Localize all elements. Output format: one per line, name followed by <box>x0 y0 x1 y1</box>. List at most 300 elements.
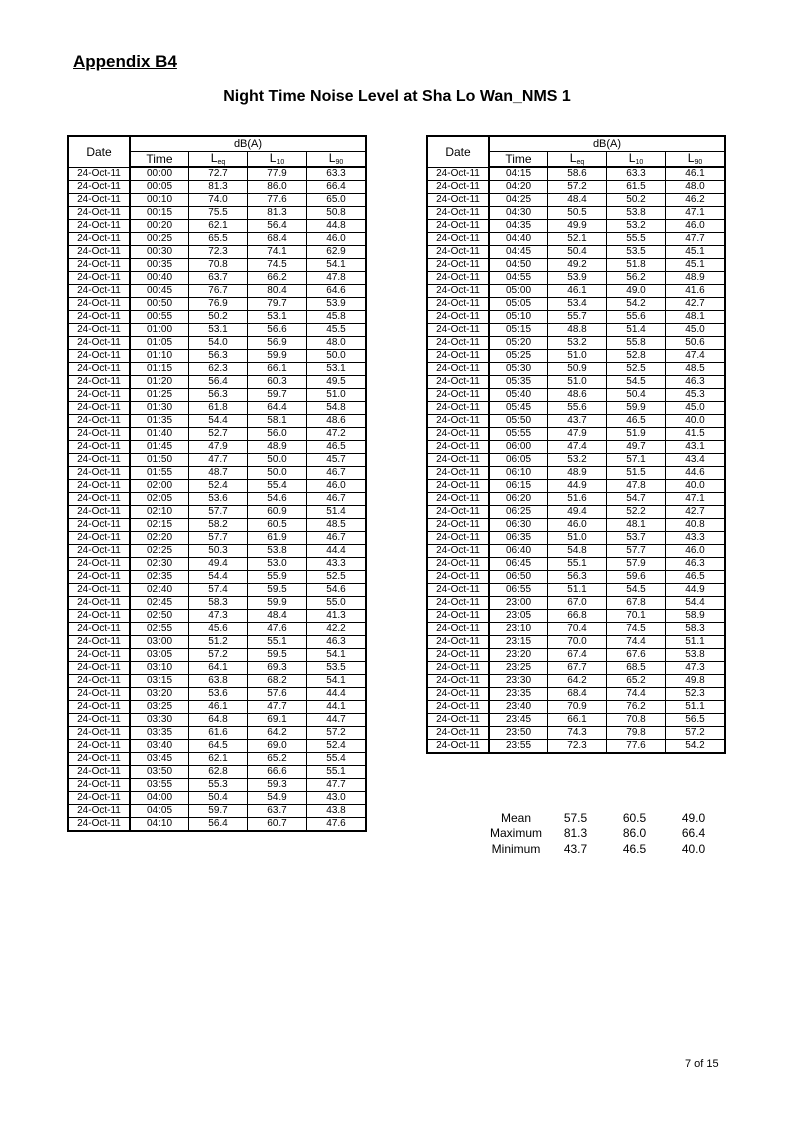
date-cell: 24-Oct-11 <box>427 389 489 402</box>
table-row <box>68 259 366 272</box>
table-row <box>427 714 725 727</box>
l10-cell: 51.8 <box>607 259 666 272</box>
leq-cell: 50.5 <box>548 207 607 220</box>
date-cell: 24-Oct-11 <box>68 597 130 610</box>
l10-cell: 60.7 <box>248 818 307 832</box>
leq-cell: 50.4 <box>548 246 607 259</box>
date-cell: 24-Oct-11 <box>427 167 489 181</box>
table-row <box>68 558 366 571</box>
date-cell: 24-Oct-11 <box>68 207 130 220</box>
l10-cell: 60.9 <box>248 506 307 519</box>
table-row <box>427 181 725 194</box>
leq-cell: 49.9 <box>548 220 607 233</box>
l90-cell: 54.1 <box>307 649 367 662</box>
l90-cell: 57.2 <box>307 727 367 740</box>
date-cell: 24-Oct-11 <box>68 727 130 740</box>
leq-cell: 70.4 <box>548 623 607 636</box>
date-cell: 24-Oct-11 <box>68 571 130 584</box>
table-row <box>68 233 366 246</box>
l90-cell: 54.1 <box>307 259 367 272</box>
date-cell: 24-Oct-11 <box>68 649 130 662</box>
leq-cell: 55.1 <box>548 558 607 571</box>
date-cell: 24-Oct-11 <box>427 701 489 714</box>
l90-cell: 44.6 <box>666 467 726 480</box>
l90-cell: 53.1 <box>307 363 367 376</box>
time-cell: 05:00 <box>489 285 548 298</box>
date-cell: 24-Oct-11 <box>68 363 130 376</box>
leq-cell: 67.0 <box>548 597 607 610</box>
leq-cell: 56.4 <box>189 818 248 832</box>
time-cell: 01:50 <box>130 454 189 467</box>
date-cell: 24-Oct-11 <box>68 285 130 298</box>
date-cell: 24-Oct-11 <box>427 532 489 545</box>
time-cell: 02:30 <box>130 558 189 571</box>
date-cell: 24-Oct-11 <box>427 467 489 480</box>
time-cell: 23:10 <box>489 623 548 636</box>
l90-cell: 65.0 <box>307 194 367 207</box>
time-cell: 06:05 <box>489 454 548 467</box>
time-cell: 02:35 <box>130 571 189 584</box>
table-row <box>68 181 366 194</box>
l10-cell: 81.3 <box>248 207 307 220</box>
left-table-body <box>68 167 366 831</box>
l90-cell: 55.0 <box>307 597 367 610</box>
leq-cell: 55.7 <box>548 311 607 324</box>
date-cell: 24-Oct-11 <box>427 220 489 233</box>
table-row <box>68 584 366 597</box>
date-cell: 24-Oct-11 <box>427 207 489 220</box>
summary-label: Mean <box>500 810 532 825</box>
table-row <box>427 623 725 636</box>
l10-cell: 65.2 <box>248 753 307 766</box>
time-cell: 06:25 <box>489 506 548 519</box>
l90-cell: 57.2 <box>666 727 726 740</box>
table-row <box>68 792 366 805</box>
l90-cell: 54.4 <box>666 597 726 610</box>
noise-table-right <box>426 135 726 754</box>
time-cell: 23:20 <box>489 649 548 662</box>
table-row <box>68 662 366 675</box>
l90-cell: 51.0 <box>307 389 367 402</box>
leq-cell: 68.4 <box>548 688 607 701</box>
l10-cell: 50.2 <box>607 194 666 207</box>
l90-cell: 51.4 <box>307 506 367 519</box>
table-row <box>427 467 725 480</box>
time-cell: 04:05 <box>130 805 189 818</box>
time-cell: 03:05 <box>130 649 189 662</box>
l90-cell: 58.9 <box>666 610 726 623</box>
table-row <box>68 532 366 545</box>
date-cell: 24-Oct-11 <box>68 753 130 766</box>
time-cell: 23:35 <box>489 688 548 701</box>
date-cell: 24-Oct-11 <box>427 246 489 259</box>
time-cell: 00:15 <box>130 207 189 220</box>
table-row <box>68 428 366 441</box>
table-row <box>427 376 725 389</box>
date-cell: 24-Oct-11 <box>427 636 489 649</box>
table-row <box>427 649 725 662</box>
l10-cell: 66.2 <box>248 272 307 285</box>
l90-cell: 66.4 <box>307 181 367 194</box>
l90-cell: 46.3 <box>666 558 726 571</box>
l90-cell: 44.8 <box>307 220 367 233</box>
l90-cell: 47.1 <box>666 493 726 506</box>
date-cell: 24-Oct-11 <box>427 428 489 441</box>
date-cell: 24-Oct-11 <box>68 233 130 246</box>
noise-table-left <box>67 135 367 832</box>
time-cell: 05:40 <box>489 389 548 402</box>
l10-cell: 67.6 <box>607 649 666 662</box>
l90-cell: 42.7 <box>666 506 726 519</box>
leq-cell: 57.7 <box>189 532 248 545</box>
l90-cell: 46.2 <box>666 194 726 207</box>
l90-header: $L_{90}$ <box>666 152 726 168</box>
l10-cell: 55.5 <box>607 233 666 246</box>
date-cell: 24-Oct-11 <box>427 181 489 194</box>
time-cell: 06:40 <box>489 545 548 558</box>
l10-header: $L_{10}$ <box>248 152 307 168</box>
l10-cell: 53.8 <box>248 545 307 558</box>
table-row <box>427 167 725 181</box>
leq-header: $L_{eq}$ <box>189 152 248 168</box>
time-cell: 04:30 <box>489 207 548 220</box>
l10-cell: 70.1 <box>607 610 666 623</box>
leq-cell: 54.0 <box>189 337 248 350</box>
time-cell: 04:40 <box>489 233 548 246</box>
table-row <box>427 194 725 207</box>
l10-cell: 69.0 <box>248 740 307 753</box>
l10-cell: 53.1 <box>248 311 307 324</box>
table-row <box>427 636 725 649</box>
time-cell: 04:45 <box>489 246 548 259</box>
date-cell: 24-Oct-11 <box>427 519 489 532</box>
l90-cell: 48.1 <box>666 311 726 324</box>
date-cell: 24-Oct-11 <box>427 402 489 415</box>
time-cell: 00:45 <box>130 285 189 298</box>
time-cell: 06:00 <box>489 441 548 454</box>
l90-cell: 44.4 <box>307 688 367 701</box>
l10-cell: 56.2 <box>607 272 666 285</box>
l10-cell: 67.8 <box>607 597 666 610</box>
l90-cell: 44.1 <box>307 701 367 714</box>
l10-cell: 51.4 <box>607 324 666 337</box>
l90-cell: 46.1 <box>666 167 726 181</box>
time-cell: 05:25 <box>489 350 548 363</box>
l90-cell: 55.4 <box>307 753 367 766</box>
table-row <box>68 272 366 285</box>
l10-cell: 59.9 <box>607 402 666 415</box>
l10-cell: 68.5 <box>607 662 666 675</box>
l90-cell: 47.1 <box>666 207 726 220</box>
leq-cell: 53.1 <box>189 324 248 337</box>
l10-cell: 54.7 <box>607 493 666 506</box>
table-row <box>68 636 366 649</box>
time-cell: 03:35 <box>130 727 189 740</box>
time-cell: 23:50 <box>489 727 548 740</box>
l10-cell: 56.0 <box>248 428 307 441</box>
l90-cell: 44.7 <box>307 714 367 727</box>
table-row <box>68 350 366 363</box>
time-cell: 23:15 <box>489 636 548 649</box>
time-cell: 02:55 <box>130 623 189 636</box>
time-cell: 04:50 <box>489 259 548 272</box>
summary-leq: 43.7 <box>563 841 588 856</box>
table-row <box>68 298 366 311</box>
table-row <box>427 519 725 532</box>
l10-cell: 48.9 <box>248 441 307 454</box>
date-cell: 24-Oct-11 <box>427 688 489 701</box>
leq-cell: 62.8 <box>189 766 248 779</box>
l10-cell: 55.9 <box>248 571 307 584</box>
leq-cell: 70.8 <box>189 259 248 272</box>
l90-cell: 46.3 <box>666 376 726 389</box>
table-row <box>427 415 725 428</box>
date-cell: 24-Oct-11 <box>68 766 130 779</box>
summary-label: Maximum <box>489 826 542 841</box>
leq-cell: 54.8 <box>548 545 607 558</box>
time-cell: 01:20 <box>130 376 189 389</box>
l10-cell: 68.4 <box>248 233 307 246</box>
l90-cell: 51.1 <box>666 636 726 649</box>
table-row <box>68 545 366 558</box>
l10-cell: 54.6 <box>248 493 307 506</box>
page-number: 7 of 15 <box>685 1058 719 1070</box>
l90-cell: 53.8 <box>666 649 726 662</box>
time-cell: 04:00 <box>130 792 189 805</box>
l10-cell: 59.7 <box>248 389 307 402</box>
table-row <box>427 350 725 363</box>
date-cell: 24-Oct-11 <box>68 558 130 571</box>
l90-cell: 52.5 <box>307 571 367 584</box>
leq-cell: 57.2 <box>189 649 248 662</box>
l90-cell: 58.3 <box>666 623 726 636</box>
leq-cell: 50.3 <box>189 545 248 558</box>
l90-cell: 47.6 <box>307 818 367 832</box>
l10-cell: 80.4 <box>248 285 307 298</box>
leq-cell: 74.0 <box>189 194 248 207</box>
table-row <box>68 649 366 662</box>
l10-cell: 77.6 <box>248 194 307 207</box>
date-cell: 24-Oct-11 <box>68 610 130 623</box>
l90-cell: 40.8 <box>666 519 726 532</box>
l10-cell: 65.2 <box>607 675 666 688</box>
time-cell: 03:50 <box>130 766 189 779</box>
date-cell: 24-Oct-11 <box>427 272 489 285</box>
leq-cell: 67.7 <box>548 662 607 675</box>
table-row <box>68 493 366 506</box>
l90-cell: 49.5 <box>307 376 367 389</box>
time-header: Time <box>489 152 548 168</box>
table-row <box>68 688 366 701</box>
date-cell: 24-Oct-11 <box>68 167 130 181</box>
table-row <box>427 584 725 597</box>
time-header: Time <box>130 152 189 168</box>
leq-cell: 51.1 <box>548 584 607 597</box>
date-cell: 24-Oct-11 <box>427 415 489 428</box>
leq-cell: 59.7 <box>189 805 248 818</box>
table-row <box>68 324 366 337</box>
time-cell: 05:10 <box>489 311 548 324</box>
l90-cell: 56.5 <box>666 714 726 727</box>
leq-cell: 48.8 <box>548 324 607 337</box>
l90-cell: 45.5 <box>307 324 367 337</box>
leq-header: $L_{eq}$ <box>548 152 607 168</box>
time-cell: 01:45 <box>130 441 189 454</box>
date-cell: 24-Oct-11 <box>427 311 489 324</box>
table-row <box>427 259 725 272</box>
l90-cell: 53.9 <box>307 298 367 311</box>
leq-cell: 52.7 <box>189 428 248 441</box>
l90-cell: 46.5 <box>307 441 367 454</box>
date-cell: 24-Oct-11 <box>68 441 130 454</box>
table-row <box>427 233 725 246</box>
summary-l90: 40.0 <box>681 841 706 856</box>
leq-cell: 66.8 <box>548 610 607 623</box>
l10-cell: 49.0 <box>607 285 666 298</box>
table-row <box>427 324 725 337</box>
l90-cell: 47.3 <box>666 662 726 675</box>
l90-cell: 43.1 <box>666 441 726 454</box>
leq-cell: 58.2 <box>189 519 248 532</box>
l10-cell: 79.7 <box>248 298 307 311</box>
table-row <box>68 311 366 324</box>
table-row <box>68 337 366 350</box>
l90-cell: 45.0 <box>666 324 726 337</box>
time-cell: 05:55 <box>489 428 548 441</box>
leq-cell: 70.9 <box>548 701 607 714</box>
date-cell: 24-Oct-11 <box>427 298 489 311</box>
time-cell: 02:40 <box>130 584 189 597</box>
l10-cell: 77.9 <box>248 167 307 181</box>
leq-cell: 46.0 <box>548 519 607 532</box>
l10-cell: 63.3 <box>607 167 666 181</box>
right-table-body <box>427 167 725 753</box>
summary-l10: 86.0 <box>622 826 647 841</box>
summary-stats <box>486 810 723 857</box>
table-row <box>427 428 725 441</box>
l10-cell: 54.5 <box>607 376 666 389</box>
l90-cell: 49.8 <box>666 675 726 688</box>
l10-cell: 59.3 <box>248 779 307 792</box>
date-cell: 24-Oct-11 <box>427 623 489 636</box>
table-row <box>427 454 725 467</box>
l90-cell: 52.3 <box>666 688 726 701</box>
l10-cell: 57.6 <box>248 688 307 701</box>
l10-cell: 53.0 <box>248 558 307 571</box>
table-row <box>68 571 366 584</box>
time-cell: 02:05 <box>130 493 189 506</box>
leq-cell: 55.6 <box>548 402 607 415</box>
l10-cell: 53.7 <box>607 532 666 545</box>
leq-cell: 53.4 <box>548 298 607 311</box>
l10-cell: 56.4 <box>248 220 307 233</box>
date-cell: 24-Oct-11 <box>68 376 130 389</box>
table-row <box>427 688 725 701</box>
time-cell: 23:40 <box>489 701 548 714</box>
leq-cell: 48.7 <box>189 467 248 480</box>
l90-cell: 63.3 <box>307 167 367 181</box>
leq-cell: 45.6 <box>189 623 248 636</box>
leq-cell: 56.3 <box>548 571 607 584</box>
l90-cell: 43.3 <box>666 532 726 545</box>
l10-cell: 53.5 <box>607 246 666 259</box>
time-cell: 03:45 <box>130 753 189 766</box>
table-row <box>427 246 725 259</box>
date-cell: 24-Oct-11 <box>68 220 130 233</box>
time-cell: 01:25 <box>130 389 189 402</box>
time-cell: 06:55 <box>489 584 548 597</box>
l10-cell: 64.2 <box>248 727 307 740</box>
summary-l10: 60.5 <box>622 810 647 825</box>
summary-l10: 46.5 <box>622 841 647 856</box>
l90-cell: 43.8 <box>307 805 367 818</box>
time-cell: 01:05 <box>130 337 189 350</box>
table-row <box>427 493 725 506</box>
leq-cell: 44.9 <box>548 480 607 493</box>
l10-cell: 47.6 <box>248 623 307 636</box>
leq-cell: 53.2 <box>548 454 607 467</box>
leq-cell: 58.3 <box>189 597 248 610</box>
leq-cell: 53.9 <box>548 272 607 285</box>
date-cell: 24-Oct-11 <box>427 493 489 506</box>
leq-cell: 61.6 <box>189 727 248 740</box>
l10-cell: 55.1 <box>248 636 307 649</box>
table-row <box>427 441 725 454</box>
l90-cell: 46.3 <box>307 636 367 649</box>
dba-group-header: dB(A) <box>489 136 725 152</box>
l90-cell: 45.7 <box>307 454 367 467</box>
table-row <box>68 246 366 259</box>
date-cell: 24-Oct-11 <box>68 324 130 337</box>
table-row <box>68 779 366 792</box>
l90-cell: 50.0 <box>307 350 367 363</box>
date-cell: 24-Oct-11 <box>68 181 130 194</box>
table-row <box>68 363 366 376</box>
table-row <box>68 285 366 298</box>
leq-cell: 58.6 <box>548 167 607 181</box>
leq-cell: 55.3 <box>189 779 248 792</box>
leq-cell: 62.1 <box>189 220 248 233</box>
time-cell: 23:05 <box>489 610 548 623</box>
l90-cell: 50.8 <box>307 207 367 220</box>
summary-row <box>486 826 723 842</box>
leq-cell: 51.6 <box>548 493 607 506</box>
l90-cell: 48.0 <box>666 181 726 194</box>
l10-cell: 55.4 <box>248 480 307 493</box>
date-cell: 24-Oct-11 <box>427 675 489 688</box>
l90-cell: 53.5 <box>307 662 367 675</box>
time-cell: 01:40 <box>130 428 189 441</box>
date-cell: 24-Oct-11 <box>427 441 489 454</box>
table-row <box>68 597 366 610</box>
table-row <box>68 714 366 727</box>
l10-cell: 63.7 <box>248 805 307 818</box>
l90-cell: 47.2 <box>307 428 367 441</box>
leq-cell: 56.4 <box>189 376 248 389</box>
l10-cell: 50.0 <box>248 454 307 467</box>
date-cell: 24-Oct-11 <box>68 623 130 636</box>
l10-cell: 51.9 <box>607 428 666 441</box>
table-row <box>68 389 366 402</box>
time-cell: 04:25 <box>489 194 548 207</box>
time-cell: 06:15 <box>489 480 548 493</box>
date-cell: 24-Oct-11 <box>68 662 130 675</box>
l10-cell: 55.8 <box>607 337 666 350</box>
date-cell: 24-Oct-11 <box>427 350 489 363</box>
l10-cell: 60.3 <box>248 376 307 389</box>
date-cell: 24-Oct-11 <box>68 467 130 480</box>
l10-cell: 59.5 <box>248 649 307 662</box>
